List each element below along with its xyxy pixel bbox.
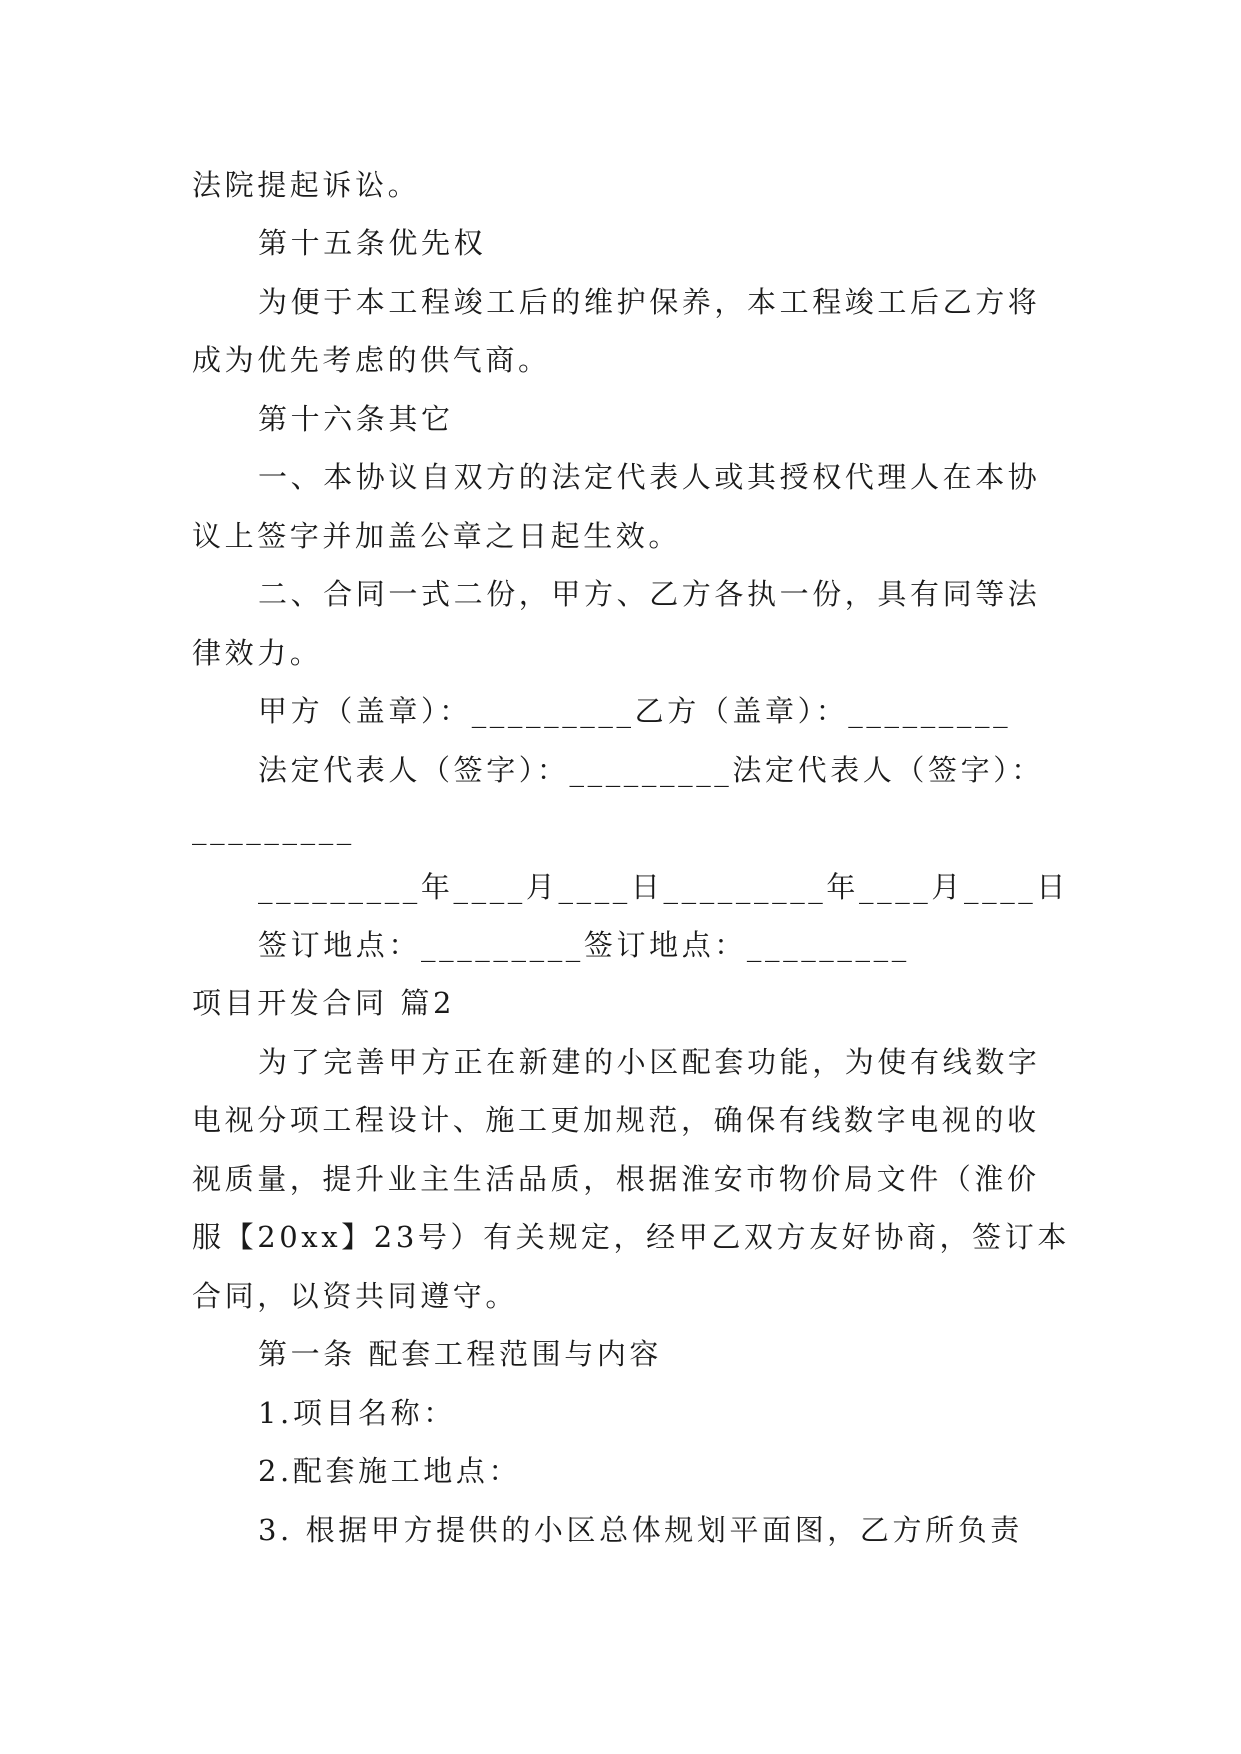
text-line: 议上签字并加盖公章之日起生效。 [192, 519, 682, 553]
signature-line: 甲方（盖章）：_________乙方（盖章）：_________ [258, 694, 1012, 728]
location-line: 签订地点：_________签订地点：_________ [258, 928, 910, 962]
signature-line: _________ [192, 811, 355, 845]
signature-line: 法定代表人（签字）：_________法定代表人（签字）： [258, 753, 1044, 787]
section-heading: 第十五条优先权 [258, 226, 487, 260]
date-line: _________年____月____日_________年____月____日 [258, 870, 1069, 904]
text-line: 为了完善甲方正在新建的小区配套功能，为使有线数字 [258, 1045, 1041, 1079]
text-line: 一、本协议自双方的法定代表人或其授权代理人在本协 [258, 460, 1041, 494]
text-line: 服【20xx】23号）有关规定，经甲乙双方友好协商，签订本 [192, 1220, 1070, 1254]
list-item: 2.配套施工地点： [258, 1454, 522, 1488]
section-heading: 第一条 配套工程范围与内容 [258, 1337, 663, 1371]
list-item: 3. 根据甲方提供的小区总体规划平面图，乙方所负责 [258, 1513, 1023, 1547]
text-line: 法院提起诉讼。 [192, 168, 421, 202]
text-line: 视质量，提升业主生活品质，根据淮安市物价局文件（淮价 [192, 1162, 1040, 1196]
document-title: 项目开发合同 篇2 [192, 986, 456, 1020]
list-item: 1.项目名称： [258, 1396, 456, 1430]
text-line: 二、合同一式二份，甲方、乙方各执一份，具有同等法 [258, 577, 1041, 611]
text-line: 为便于本工程竣工后的维护保养，本工程竣工后乙方将 [258, 285, 1041, 319]
section-heading: 第十六条其它 [258, 402, 454, 436]
text-line: 成为优先考虑的供气商。 [192, 343, 551, 377]
text-line: 合同，以资共同遵守。 [192, 1279, 519, 1313]
text-line: 电视分项工程设计、施工更加规范，确保有线数字电视的收 [192, 1103, 1040, 1137]
text-line: 律效力。 [192, 636, 323, 670]
